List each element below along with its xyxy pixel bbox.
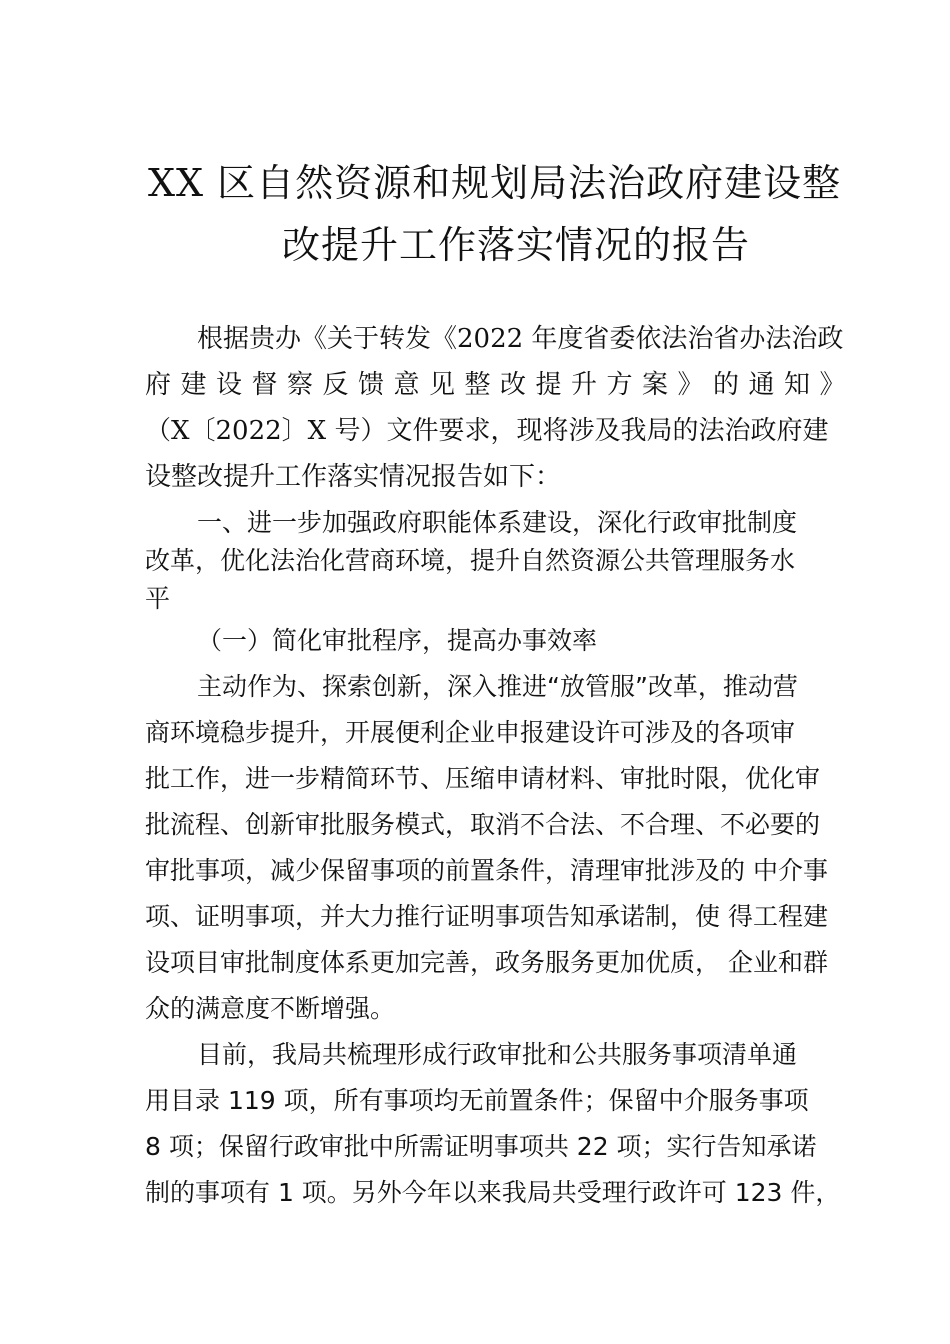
paragraph-one-line-3: 批工作，进一步精简环节、压缩申请材料、审批时限，优化审: [145, 764, 821, 793]
intro-line-3: （X〔2022〕X 号）文件要求，现将涉及我局的法治政府建: [145, 416, 829, 446]
section-one-heading-line-3: 平: [145, 584, 171, 613]
paragraph-one-line-8: 众的满意度不断增强。: [145, 994, 396, 1023]
document-title-line-2: 改提升工作落实情况的报告: [282, 223, 751, 267]
paragraph-one-line-6: 项、证明事项，并大力推行证明事项告知承诺制，使 得工程建: [145, 902, 828, 931]
paragraph-one-line-7: 设项目审批制度体系更加完善，政务服务更加优质， 企业和群: [145, 948, 828, 977]
section-one-heading-line-1: 一、进一步加强政府职能体系建设，深化行政审批制度: [197, 508, 798, 537]
intro-line-2: 府建设督察反馈意见整改提升方案》的通知》: [145, 370, 856, 400]
intro-line-4: 设整改提升工作落实情况报告如下：: [145, 462, 562, 492]
paragraph-one-line-5: 审批事项，减少保留事项的前置条件，清理审批涉及的 中介事: [145, 856, 828, 885]
paragraph-two-line-4: 制的事项有 1 项。另外今年以来我局共受理行政许可 123 件，: [145, 1178, 841, 1207]
paragraph-two-line-3: 8 项；保留行政审批中所需证明事项共 22 项；实行告知承诺: [145, 1132, 817, 1161]
paragraph-one-line-2: 商环境稳步提升，开展便利企业申报建设许可涉及的各项审: [145, 718, 796, 747]
paragraph-two-line-1: 目前，我局共梳理形成行政审批和公共服务事项清单通: [197, 1040, 798, 1069]
paragraph-two-line-2: 用目录 119 项，所有事项均无前置条件；保留中介服务事项: [145, 1086, 809, 1115]
subsection-heading: （一）简化审批程序，提高办事效率: [197, 626, 598, 655]
document-title-line-1: XX 区自然资源和规划局法治政府建设整: [148, 161, 842, 205]
intro-line-1: 根据贵办《关于转发《2022 年度省委依法治省办法治政: [197, 324, 844, 354]
paragraph-one-line-4: 批流程、创新审批服务模式，取消不合法、不合理、不必要的: [145, 810, 821, 839]
paragraph-one-line-1: 主动作为、探索创新，深入推进“放管服”改革，推动营: [197, 672, 798, 701]
section-one-heading-line-2: 改革，优化法治化营商环境，提升自然资源公共管理服务水: [145, 546, 796, 575]
